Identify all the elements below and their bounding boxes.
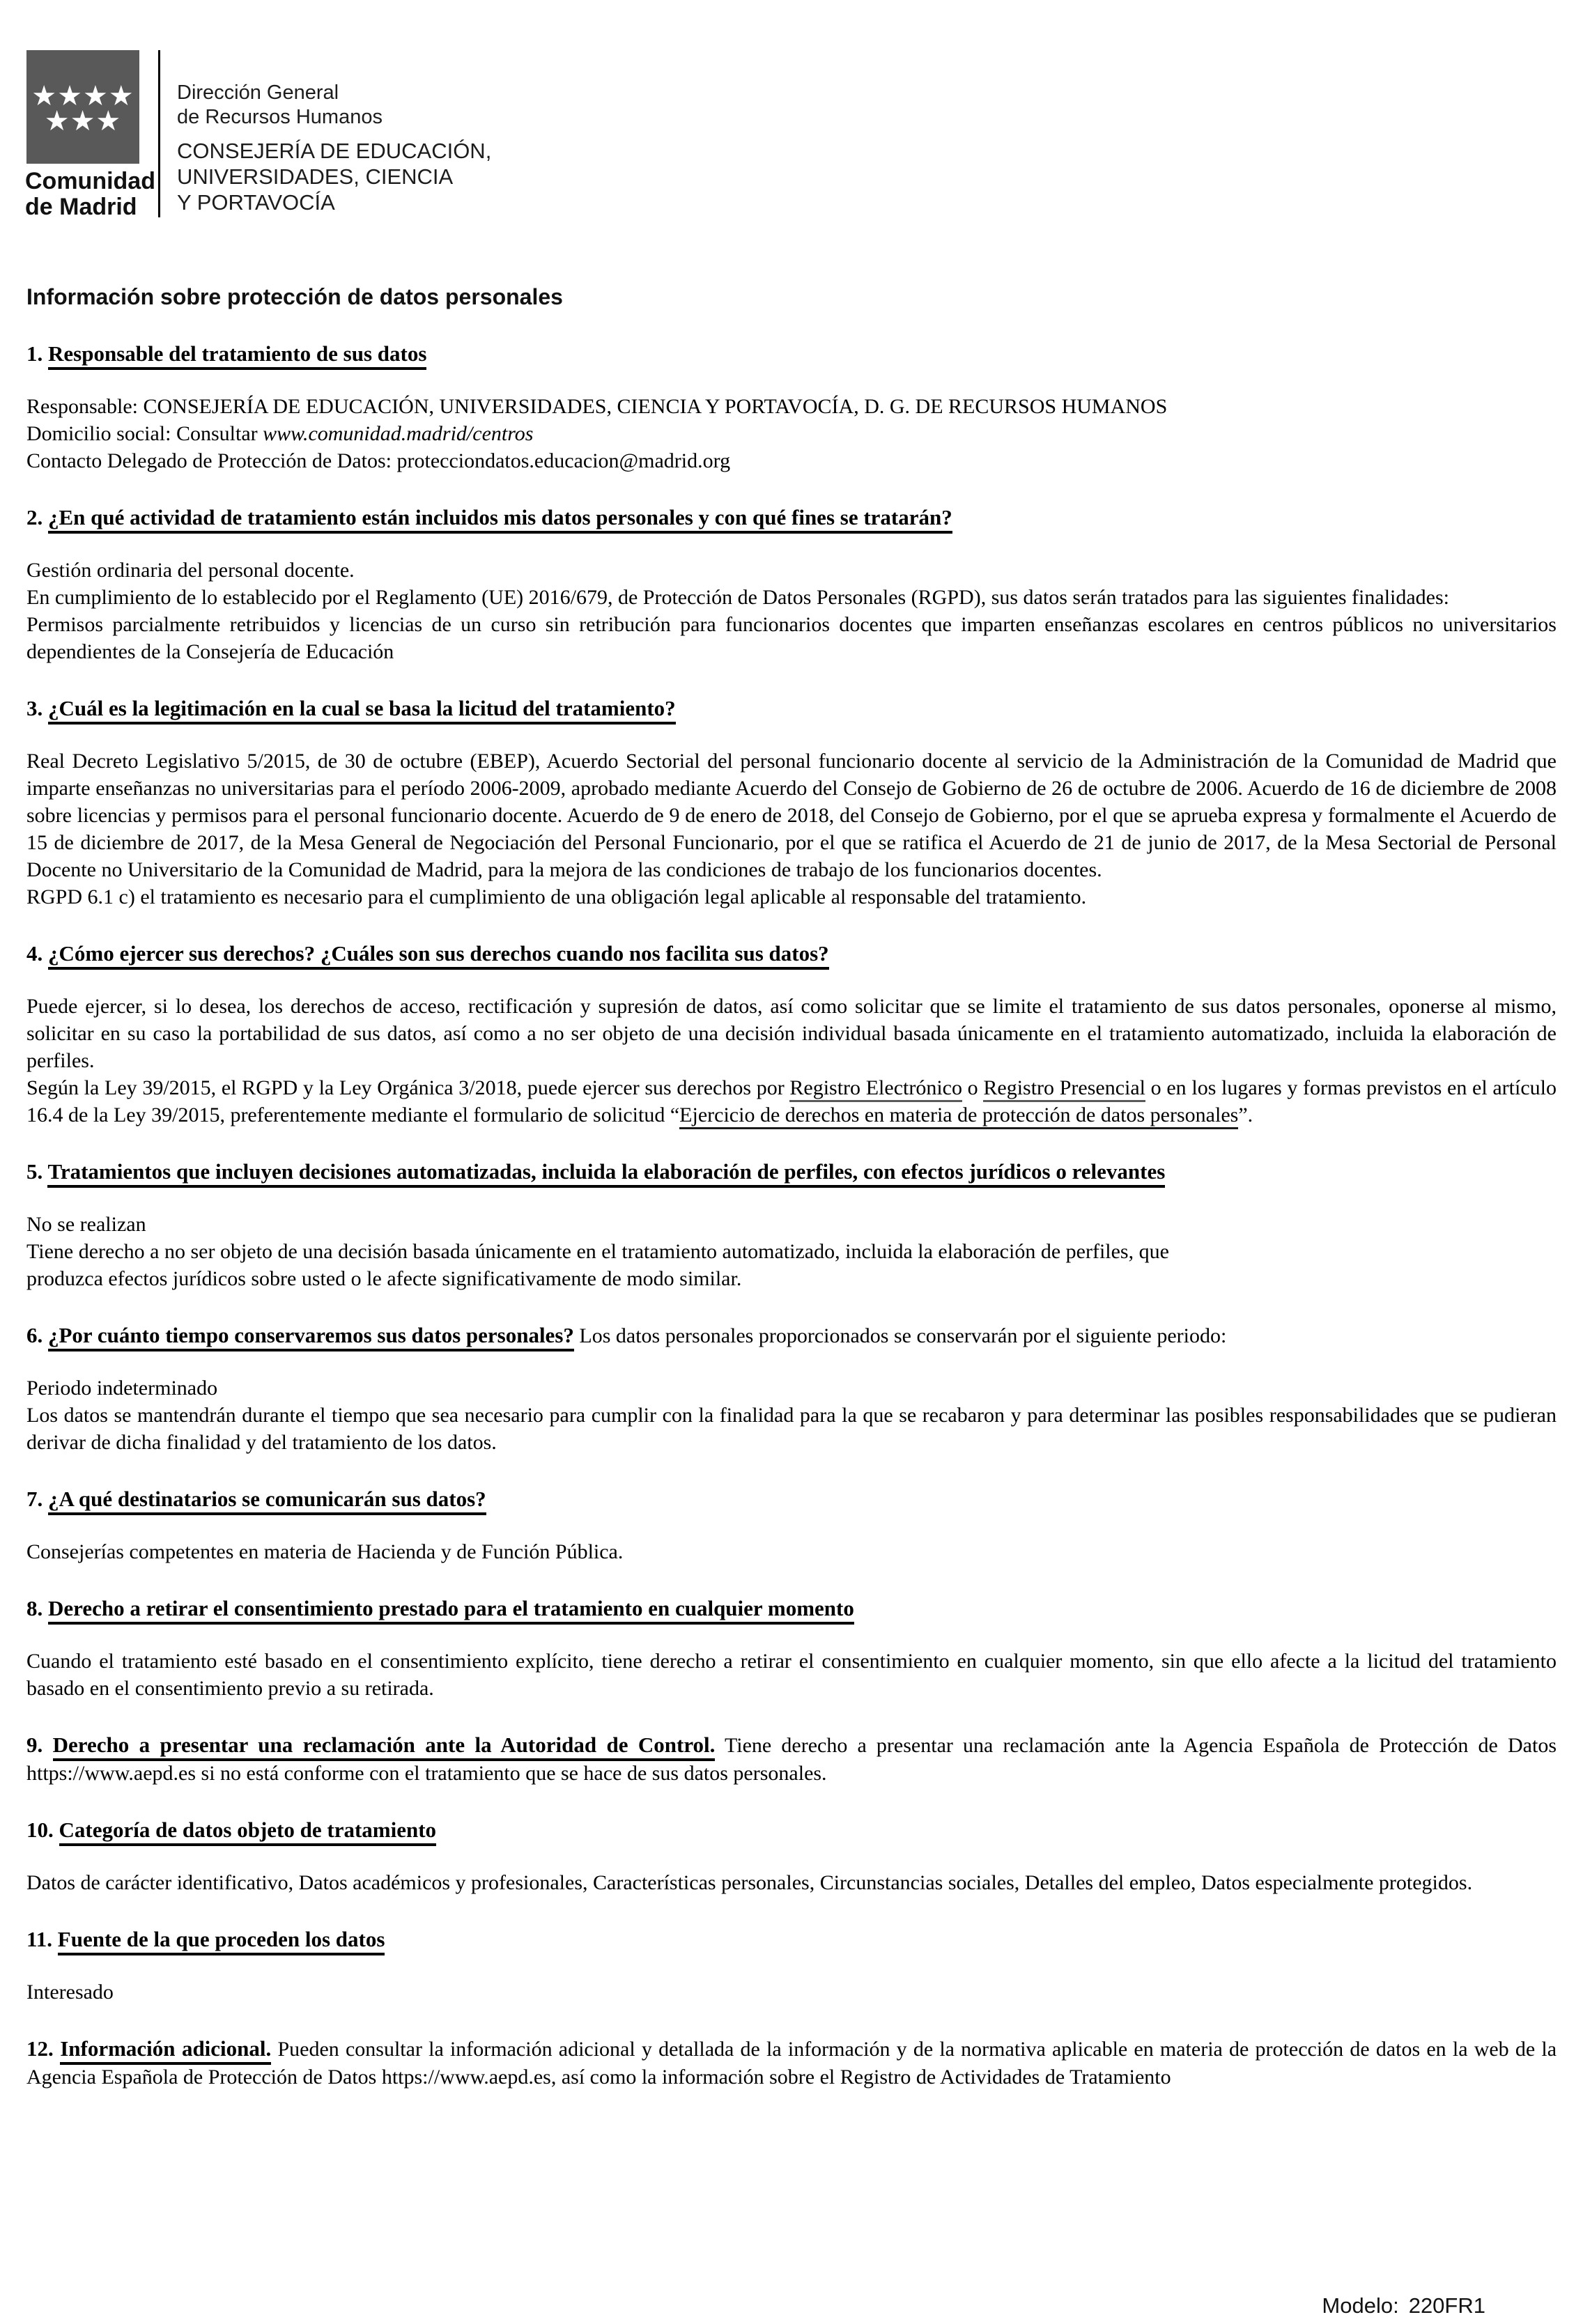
paragraph: Gestión ordinaria del personal docente. [26,559,355,582]
section-number: 8. [26,1596,43,1620]
paragraph-text: o en los lugares y formas previstos en el artículo 16.4 de la Ley 39/2015, preferentemente mediante el formulario de solicitud “ [26,1076,1557,1126]
section-2-heading [26,504,1557,532]
paragraph: Los datos se mantendrán durante el tiempo que sea necesario para cumplir con la finalidad para la que se recabaron y para determinar las posibles responsabilidades que se pudieran derivar de dicha finalidad y del tratamiento de los datos. [26,1404,1557,1454]
paragraph [26,1074,1557,1129]
section-heading-text: ¿En qué actividad de tratamiento están incluidos mis datos personales y con qué fines se tratarán? [48,505,952,534]
section-1-heading [26,340,1557,368]
centros-url: www.comunidad.madrid/centros [263,422,534,445]
registro-electronico-link[interactable]: Registro Electrónico [789,1076,962,1102]
section-number: 9. [26,1733,43,1757]
paragraph: Consejerías competentes en materia de Hacienda y de Función Pública. [26,1540,624,1563]
registro-presencial-link[interactable]: Registro Presencial [983,1076,1145,1102]
section-heading-text: ¿Por cuánto tiempo conservaremos sus datos personales? [48,1323,574,1351]
domicilio-line [26,420,1557,447]
section-2 [26,504,1557,665]
section-5 [26,1158,1557,1292]
department-name [177,138,491,215]
section-10 [26,1816,1557,1896]
paragraph-text: ”. [1238,1103,1253,1126]
paragraph: Periodo indeterminado [26,1377,218,1400]
section-3 [26,695,1557,911]
responsable-line: Responsable: CONSEJERÍA DE EDUCACIÓN, UNIVERSIDADES, CIENCIA Y PORTAVOCÍA, D. G. DE RECURSOS HUMANOS [26,395,1168,418]
paragraph: Cuando el tratamiento esté basado en el consentimiento explícito, tiene derecho a retirar el consentimiento en cualquier momento, sin que ello afecte a la licitud del tratamiento basado en el consentimiento previo a su retirada. [26,1650,1557,1700]
model-code [1322,2293,1485,2318]
section-3-heading [26,695,1557,722]
section-heading-text: Derecho a retirar el consentimiento prestado para el tratamiento en cualquier momento [48,1596,854,1625]
section-4-heading [26,940,1557,968]
domicilio-label: Domicilio social: Consultar [26,422,263,445]
section-7 [26,1485,1557,1565]
dept-line1: CONSEJERÍA DE EDUCACIÓN, [177,139,492,163]
section-heading-text: Categoría de datos objeto de tratamiento [59,1818,437,1846]
section-heading-text: Responsable del tratamiento de sus datos [48,341,426,370]
comunidad-madrid-logo [26,50,139,164]
section-number: 4. [26,941,43,966]
section-8-heading [26,1595,1557,1622]
logo-text-line1: Comunidad [25,168,155,194]
model-value: 220FR1 [1408,2293,1485,2318]
section-11 [26,1926,1557,2006]
paragraph: Puede ejercer, si lo desea, los derechos de acceso, rectificación y supresión de datos, así como solicitar que se limite el tratamiento de sus datos personales, oponerse al mismo, solicitar en su caso la portabilidad de sus datos, así como a no ser objeto de una decisión individual basada únicamente en el tratamiento automatizado, incluida la elaboración de perfiles. [26,995,1557,1072]
org-name-line2: de Recursos Humanos [177,106,383,128]
section-heading-text: ¿Cómo ejercer sus derechos? ¿Cuáles son sus derechos cuando nos facilita sus datos? [48,941,829,970]
paragraph: Tiene derecho a no ser objeto de una decisión basada únicamente en el tratamiento automatizado, incluida la elaboración de perfiles, que [26,1240,1169,1263]
paragraph: RGPD 6.1 c) el tratamiento es necesario para el cumplimiento de una obligación legal aplicable al responsable del tratamiento. [26,885,1087,908]
logo-text-line2: de Madrid [25,194,137,220]
heading-inline-text: Pueden consultar la información adicional y detallada de la información y de la normativa aplicable en materia de protección de datos en la web de la Agencia Española de Protección de Datos https://www.aepd.es, así como la información sobre el Registro de Actividades de Tratamiento [26,2038,1557,2089]
section-heading-text: Información adicional. [60,2036,271,2065]
section-heading-text: Fuente de la que proceden los datos [58,1927,385,1955]
section-12-heading [26,2035,1557,2091]
section-number: 3. [26,696,43,720]
paragraph: Interesado [26,1981,114,2004]
header-divider [158,50,160,217]
logo-wordmark [25,169,155,220]
stars-icon: ★★★ [44,105,122,137]
section-11-heading [26,1926,1557,1953]
section-12 [26,2035,1557,2091]
dept-line2: UNIVERSIDADES, CIENCIA [177,164,454,189]
section-heading-text: Tratamientos que incluyen decisiones automatizadas, incluida la elaboración de perfiles, con efectos jurídicos o relevantes [47,1159,1165,1188]
section-number: 6. [26,1323,43,1347]
section-heading-text: Derecho a presentar una reclamación ante la Autoridad de Control. [53,1733,716,1761]
section-number: 10. [26,1818,54,1842]
section-number: 2. [26,505,43,529]
section-number: 11. [26,1927,53,1951]
section-number: 12. [26,2036,54,2061]
page-title: Información sobre protección de datos personales [26,284,563,309]
paragraph: En cumplimiento de lo establecido por el Reglamento (UE) 2016/679, de Protección de Datos Personales (RGPD), sus datos serán tratados para las siguientes finalidades: [26,586,1450,609]
stars-icon: ★★★★ [31,80,134,111]
model-label: Modelo: [1322,2293,1399,2318]
section-number: 7. [26,1487,43,1511]
paragraph-text: Según la Ley 39/2015, el RGPD y la Ley Orgánica 3/2018, puede ejercer sus derechos por [26,1076,790,1099]
ejercicio-derechos-link[interactable]: Ejercicio de derechos en materia de protección de datos personales [679,1103,1238,1129]
section-6 [26,1322,1557,1456]
heading-inline-text: Tiene derecho a presentar una reclamación ante la Agencia Española de Protección de Datos https://www.aepd.es si no está conforme con el tratamiento que se hace de sus datos personales. [26,1734,1557,1785]
contacto-line: Contacto Delegado de Protección de Datos: protecciondatos.educacion@madrid.org [26,449,731,472]
section-6-heading [26,1322,1557,1349]
paragraph: Real Decreto Legislativo 5/2015, de 30 de octubre (EBEP), Acuerdo Sectorial del personal funcionario docente al servicio de la Administración de la Comunidad de Madrid que imparte enseñanzas no universitarias para el período 2006-2009, aprobado mediante Acuerdo del Consejo de Gobierno de 26 de octubre de 2006. Acuerdo de 16 de diciembre de 2008 sobre licencias y permisos para el personal funcionario docente. Acuerdo de 9 de enero de 2018, del Consejo de Gobierno, por el que se aprueba expresa y formalmente el Acuerdo de 15 de diciembre de 2017, de la Mesa General de Negociación del Personal Funcionario, por el que se ratifica el Acuerdo de 21 de junio de 2017, de la Mesa Sectorial de Personal Docente no Universitario de la Comunidad de Madrid, para la mejora de las condiciones de trabajo de los funcionarios docentes. [26,750,1557,881]
document-body [0,283,1583,2091]
org-name [177,81,491,130]
section-number: 5. [26,1159,43,1184]
paragraph: No se realizan [26,1213,146,1236]
section-9 [26,1731,1557,1787]
paragraph: Datos de carácter identificativo, Datos académicos y profesionales, Características personales, Circunstancias sociales, Detalles del empleo, Datos especialmente protegidos. [26,1871,1473,1894]
section-1 [26,340,1557,474]
section-4 [26,940,1557,1129]
dept-line3: Y PORTAVOCÍA [177,190,335,215]
section-8 [26,1595,1557,1702]
document-header [0,0,1583,220]
section-heading-text: ¿A qué destinatarios se comunicarán sus datos? [48,1487,486,1515]
paragraph: produzca efectos jurídicos sobre usted o le afecte significativamente de modo similar. [26,1267,742,1290]
section-number: 1. [26,341,43,366]
section-7-heading [26,1485,1557,1513]
section-10-heading [26,1816,1557,1844]
section-5-heading [26,1158,1557,1186]
heading-inline-text: Los datos personales proporcionados se conservarán por el siguiente periodo: [573,1324,1227,1347]
section-9-heading [26,1731,1557,1787]
paragraph: Permisos parcialmente retribuidos y licencias de un curso sin retribución para funcionarios docentes que imparten enseñanzas escolares en centros públicos no universitarios dependientes de la Consejería de Educación [26,613,1557,663]
org-name-line1: Dirección General [177,82,339,104]
section-heading-text: ¿Cuál es la legitimación en la cual se basa la licitud del tratamiento? [48,696,676,725]
paragraph-text: o [962,1076,984,1099]
org-block [177,81,491,215]
